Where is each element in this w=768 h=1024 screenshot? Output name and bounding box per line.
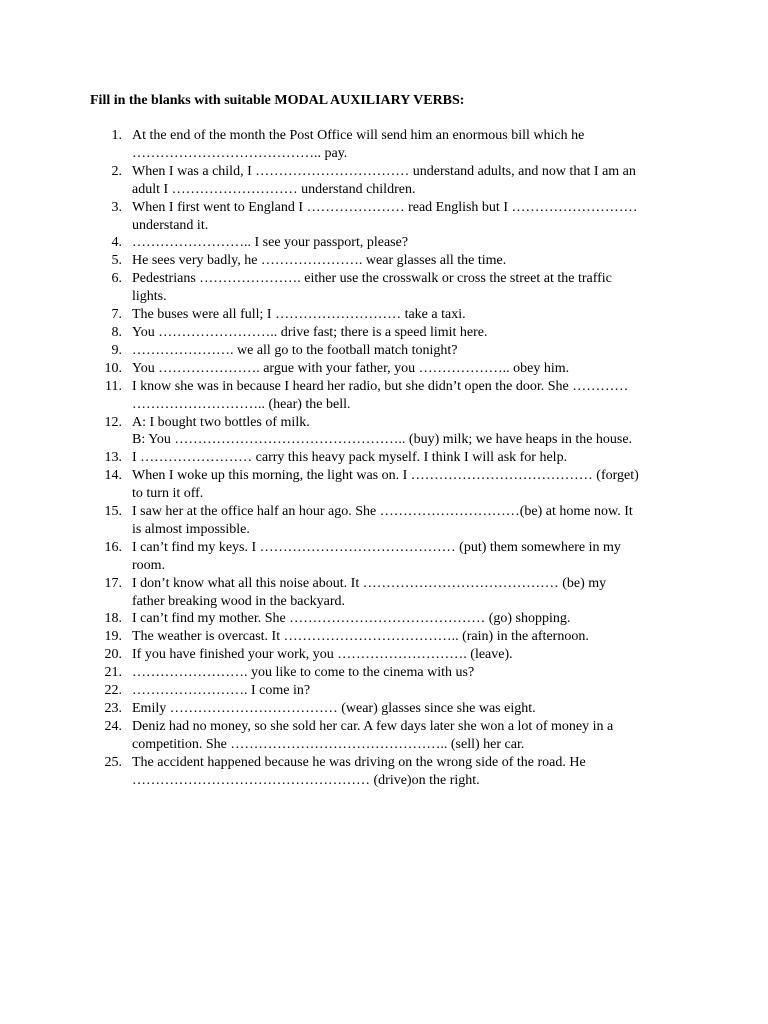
exercise-item	[0, 700, 768, 718]
exercise-text-line: father breaking wood in the backyard.	[132, 593, 346, 609]
exercise-item	[0, 342, 768, 360]
exercise-item	[0, 628, 768, 646]
exercise-text-line: ………………………………….. pay.	[132, 145, 348, 161]
exercise-item	[0, 664, 768, 682]
exercise-number: 22.	[104, 683, 122, 699]
exercise-text-line: When I first went to England I ………………… read English but I ………………………	[132, 199, 638, 215]
exercise-text-line: ……………………. you like to come to the cinema with us?	[132, 665, 475, 681]
exercise-number: 18.	[104, 611, 122, 627]
exercise-item	[0, 682, 768, 700]
exercise-number: 13.	[104, 450, 122, 466]
exercise-text-line: You …………………….. drive fast; there is a speed limit here.	[132, 324, 488, 340]
exercise-number: 9.	[111, 342, 122, 358]
exercise-number: 25.	[104, 754, 122, 770]
exercise-text-line: I can’t find my mother. She …………………………………… (go) shopping.	[132, 611, 571, 627]
exercise-item	[0, 646, 768, 664]
exercise-text-line: I saw her at the office half an hour ago. She …………………………(be) at home now. It	[132, 504, 633, 520]
exercise-text-line: When I was a child, I …………………………… understand adults, and now that I am an	[132, 163, 636, 179]
exercise-number: 14.	[104, 468, 122, 484]
exercise-text-line: to turn it off.	[132, 486, 204, 502]
exercise-text-line: competition. She ……………………………………….. (sell) her car.	[132, 736, 525, 752]
exercise-text-line: I know she was in because I heard her radio, but she didn’t open the door. She …………	[132, 378, 629, 394]
exercise-text-line: ……………………. I come in?	[132, 683, 311, 699]
exercise-number: 23.	[104, 701, 122, 716]
exercise-text-line: …………………. we all go to the football match tonight?	[132, 342, 458, 358]
exercise-text-line: adult I ……………………… understand children.	[132, 181, 416, 197]
exercise-text-line: B: You ………………………………………….. (buy) milk; we have heaps in the house.	[132, 432, 633, 448]
exercise-item	[0, 467, 768, 503]
exercise-number: 12.	[104, 414, 122, 430]
exercise-number: 24.	[104, 718, 122, 734]
exercise-number: 7.	[111, 307, 122, 323]
exercise-text-line: …………………….. I see your passport, please?	[132, 235, 409, 251]
exercise-item	[0, 575, 768, 611]
exercise-item	[0, 270, 768, 306]
exercise-number: 4.	[111, 235, 122, 251]
exercise-text-line: The accident happened because he was driving on the wrong side of the road. He	[132, 754, 586, 770]
exercise-text-line: If you have finished your work, you ………………………. (leave).	[132, 647, 513, 663]
exercise-item	[0, 163, 768, 199]
exercise-text-line: I …………………… carry this heavy pack myself. I think I will ask for help.	[132, 450, 568, 466]
exercise-text-line: I don’t know what all this noise about. It …………………………………… (be) my	[132, 575, 607, 591]
exercise-text-line: room.	[132, 557, 166, 573]
exercise-item	[0, 127, 768, 163]
exercise-text-line: A: I bought two bottles of milk.	[132, 414, 310, 430]
exercise-number: 21.	[104, 665, 122, 681]
exercise-text-line: When I woke up this morning, the light was on. I ………………………………… (forget)	[132, 468, 639, 484]
exercise-number: 16.	[104, 539, 122, 555]
exercise-item	[0, 234, 768, 252]
exercise-number: 15.	[104, 504, 122, 520]
exercise-text-line: Deniz had no money, so she sold her car. A few days later she won a lot of money in a	[132, 718, 614, 734]
exercise-item	[0, 718, 768, 754]
exercise-number: 1.	[111, 128, 122, 143]
exercise-text-line: He sees very badly, he …………………. wear glasses all the time.	[132, 253, 507, 269]
exercise-text-line: At the end of the month the Post Office will send him an enormous bill which he	[132, 128, 585, 143]
exercise-number: 10.	[104, 360, 122, 376]
exercise-item	[0, 449, 768, 467]
exercise-item	[0, 252, 768, 270]
exercise-text-line: ……………………….. (hear) the bell.	[132, 396, 351, 412]
exercise-text-line: understand it.	[132, 217, 209, 233]
exercise-number: 3.	[111, 199, 122, 215]
exercise-item	[0, 414, 768, 450]
exercise-number: 19.	[104, 629, 122, 645]
exercise-text-line: You …………………. argue with your father, you ……………….. obey him.	[132, 360, 570, 376]
exercise-item	[0, 324, 768, 342]
exercise-text-line: The buses were all full; I ……………………… take a taxi.	[132, 307, 466, 323]
exercise-text-line: Pedestrians …………………. either use the crosswalk or cross the street at the traffic	[132, 271, 612, 287]
worksheet-heading: Fill in the blanks with suitable MODAL AUXILIARY VERBS:	[90, 93, 465, 108]
exercise-item	[0, 503, 768, 539]
exercise-text-line: …………………………………………… (drive)on the right.	[132, 772, 480, 788]
exercise-item	[0, 378, 768, 414]
exercise-item	[0, 306, 768, 324]
exercise-item	[0, 360, 768, 378]
exercise-text-line: Emily ……………………………… (wear) glasses since she was eight.	[132, 701, 536, 716]
exercise-item	[0, 754, 768, 790]
exercise-text-line: The weather is overcast. It ……………………………….. (rain) in the afternoon.	[132, 629, 589, 645]
exercise-number: 5.	[111, 253, 122, 269]
exercise-number: 6.	[111, 271, 122, 287]
exercise-text-line: I can’t find my keys. I …………………………………… (put) them somewhere in my	[132, 539, 621, 555]
exercise-number: 11.	[105, 378, 122, 394]
exercise-number: 20.	[104, 647, 122, 663]
exercise-number: 17.	[104, 575, 122, 591]
exercise-item	[0, 199, 768, 235]
exercise-list	[0, 127, 768, 790]
exercise-item	[0, 610, 768, 628]
exercise-number: 8.	[111, 324, 122, 340]
exercise-text-line: lights.	[132, 289, 167, 305]
exercise-item	[0, 539, 768, 575]
exercise-number: 2.	[111, 163, 122, 179]
exercise-text-line: is almost impossible.	[132, 521, 250, 537]
